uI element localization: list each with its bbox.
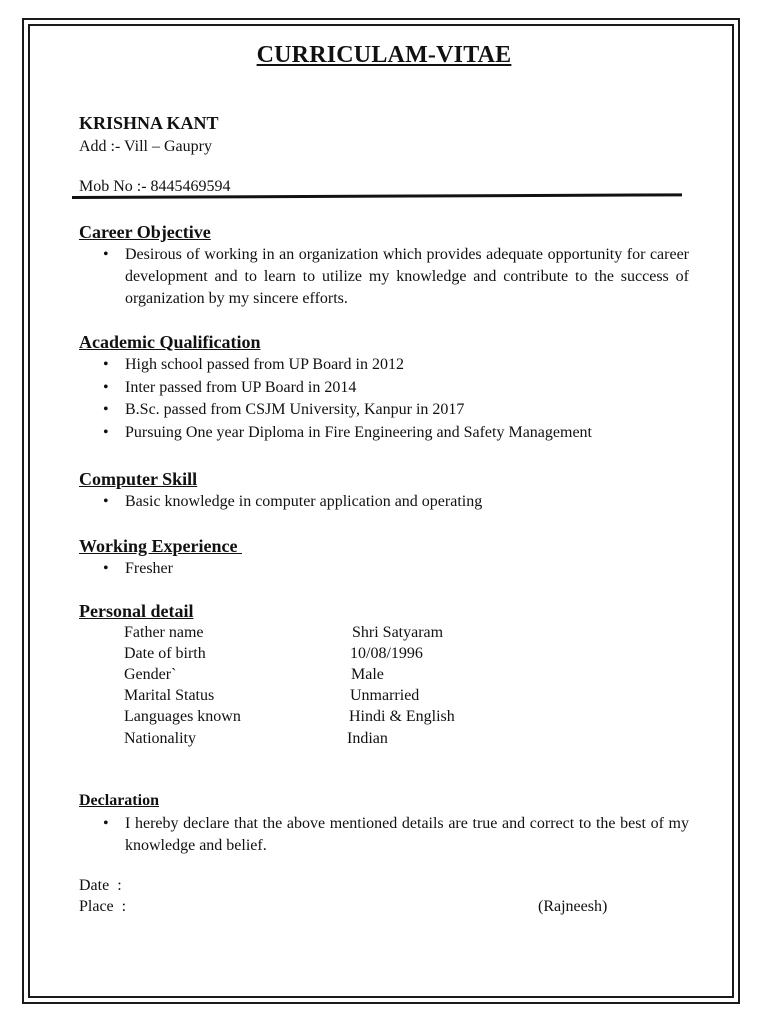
gender-label: Gender` [124,666,177,683]
nationality-label: Nationality [124,730,196,747]
father-name-value: Shri Satyaram [352,624,444,641]
place-label: Place : [79,898,127,915]
career-objective-list [79,244,689,310]
academic-heading: Academic Qualification [79,332,261,352]
signature-name: (Rajneesh) [538,898,608,915]
mobile-line: Mob No :- 8445469594 [79,178,231,195]
marital-status-value: Unmarried [350,687,420,704]
candidate-name: KRISHNA KANT [79,113,219,133]
personal-detail-heading: Personal detail [79,601,194,621]
list-item: • B.Sc. passed from CSJM University, Kanpur in 2017 [79,399,689,422]
list-item: • Pursuing One year Diploma in Fire Engineering and Safety Management [79,422,689,445]
marital-status-label: Marital Status [124,687,215,704]
list-item: • I hereby declare that the above mentioned details are true and correct to the best of my knowledge and belief. [79,813,689,857]
working-experience-list [79,558,689,580]
list-item: • Desirous of working in an organization which provides adequate opportunity for career development and to learn to utilize my knowledge and contribute to the success of organization by my sincere efforts. [79,244,689,310]
list-item: • Inter passed from UP Board in 2014 [79,377,689,400]
languages-known-value: Hindi & English [349,708,455,725]
working-experience-heading: Working Experience [79,536,242,556]
date-label: Date : [79,877,122,894]
languages-known-label: Languages known [124,708,241,725]
list-item: • High school passed from UP Board in 2012 [79,354,689,377]
list-item: • Basic knowledge in computer application and operating [79,491,689,513]
address-line: Add :- Vill – Gaupry [79,138,212,155]
document-title: CURRICULAM-VITAE [256,42,512,68]
gender-value: Male [351,666,384,683]
date-of-birth-value: 10/08/1996 [350,645,423,662]
career-objective-heading: Career Objective [79,222,211,242]
computer-skill-heading: Computer Skill [79,469,198,489]
nationality-value: Indian [347,730,388,747]
computer-skill-list [79,491,689,513]
declaration-heading: Declaration [79,792,159,809]
date-of-birth-label: Date of birth [124,645,206,662]
list-item: • Fresher [79,558,689,580]
father-name-label: Father name [124,624,204,641]
academic-list [79,354,689,445]
declaration-list [79,813,689,857]
